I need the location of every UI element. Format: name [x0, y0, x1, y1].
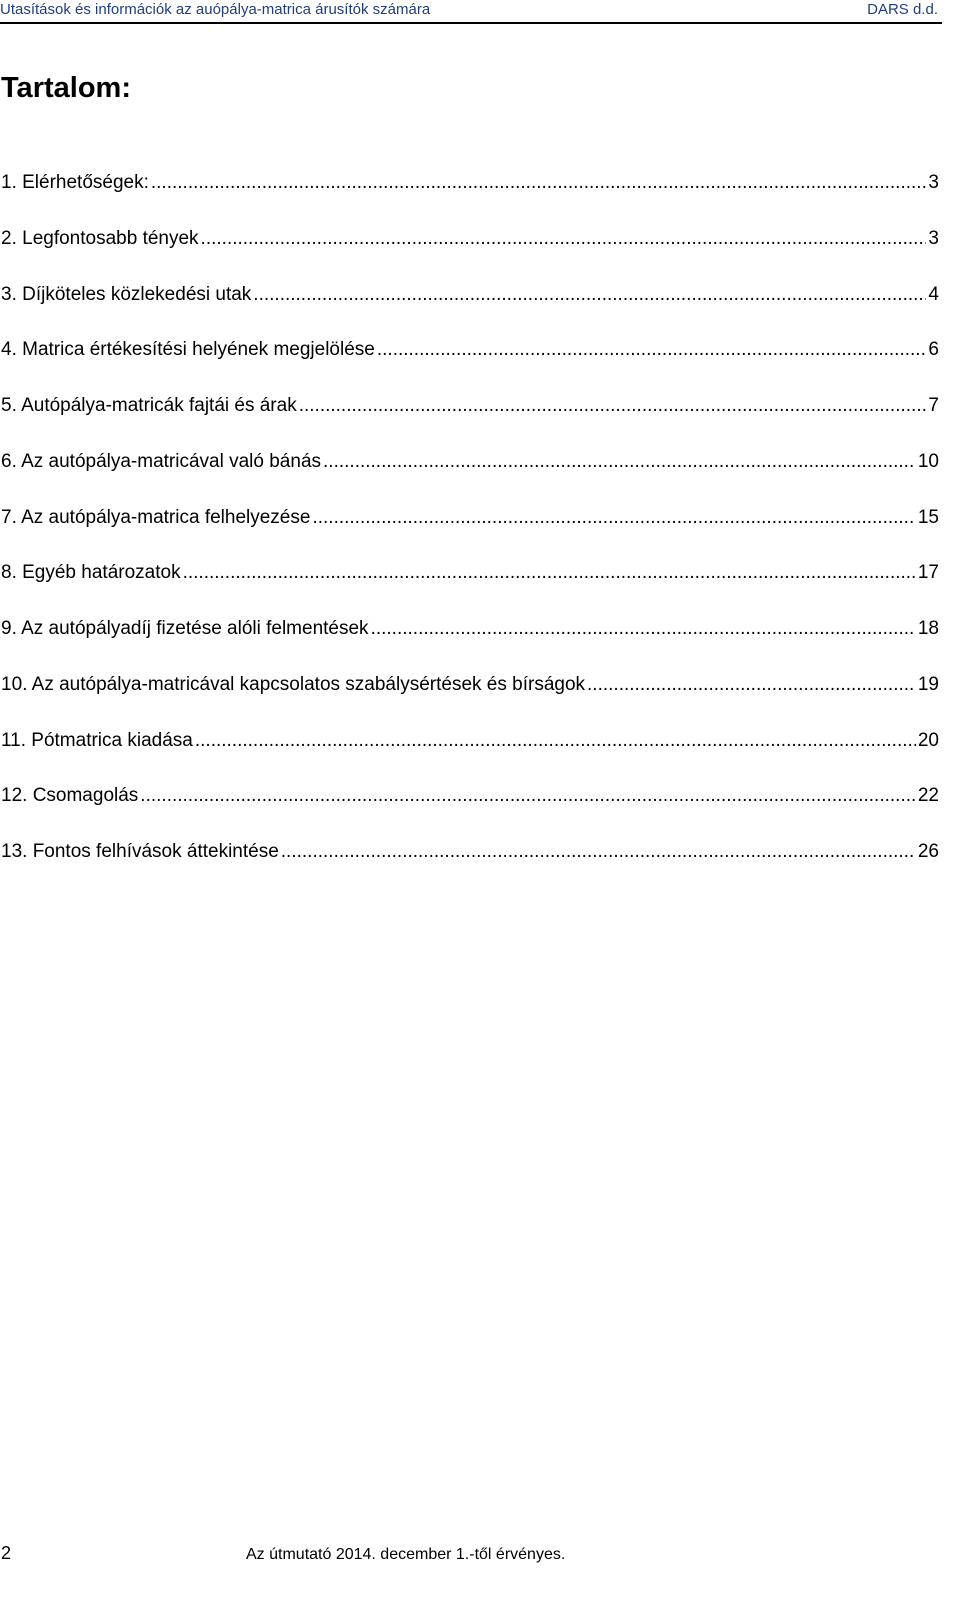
toc-entry-page: 17	[917, 562, 939, 584]
toc-entry[interactable]	[1, 841, 939, 897]
toc-dot-leader	[201, 228, 927, 250]
toc-entry[interactable]	[1, 451, 939, 507]
toc-dot-leader	[587, 674, 916, 696]
page-number: 2	[1, 1543, 12, 1563]
toc-entry-page: 22	[917, 785, 939, 807]
toc-entry-title: 1. Elérhetőségek:	[1, 172, 149, 193]
toc-entry-page: 26	[917, 841, 939, 862]
toc-entry-page: 20	[917, 729, 939, 751]
toc-entry-title: 5. Autópálya-matricák fajtái és árak	[1, 395, 297, 416]
toc-entry-page: 7	[928, 395, 939, 416]
toc-entry[interactable]	[1, 562, 939, 618]
toc-dot-leader	[151, 172, 927, 194]
toc-entry[interactable]	[1, 674, 939, 730]
toc-entry-page: 3	[928, 227, 939, 249]
toc-entry-title: 3. Díjköteles közlekedési utak	[1, 283, 252, 305]
running-header	[0, 0, 942, 22]
toc-entry[interactable]	[1, 339, 939, 395]
toc-entry-title: 6. Az autópálya-matricával való bánás	[1, 450, 322, 472]
toc-entry[interactable]	[1, 618, 939, 674]
toc-entry-page: 3	[928, 172, 939, 193]
toc-entry-title: 8. Egyéb határozatok	[1, 562, 181, 584]
toc-entry-title: 2. Legfontosabb tények	[1, 227, 199, 249]
company-name: DARS d.d.	[867, 1, 938, 18]
toc-entry-title: 10. Az autópálya-matricával kapcsolatos szabálysértések és bírságok	[1, 673, 586, 695]
document-title: Utasítások és információk az auópálya-matrica árusítók számára	[0, 1, 431, 18]
toc-entry[interactable]	[1, 228, 939, 284]
toc-dot-leader	[183, 562, 916, 584]
toc-entry-title: 12. Csomagolás	[1, 785, 139, 807]
toc-entry-title: 7. Az autópálya-matrica felhelyezése	[1, 506, 311, 528]
toc-dot-leader	[371, 618, 916, 640]
validity-note: Az útmutató 2014. december 1.-től érvényes.	[246, 1546, 566, 1563]
toc-entry[interactable]	[1, 507, 939, 563]
header-divider	[0, 22, 942, 24]
toc-entry-title: 11. Pótmatrica kiadása	[1, 729, 193, 751]
toc-entry-title: 9. Az autópályadíj fizetése alóli felmentések	[1, 618, 369, 639]
toc-dot-leader	[195, 730, 916, 752]
toc-dot-leader	[281, 841, 916, 863]
toc-entry-title: 4. Matrica értékesítési helyének megjelölése	[1, 339, 375, 361]
toc-entry[interactable]	[1, 284, 939, 340]
toc-entry-page: 4	[928, 283, 939, 305]
toc-dot-leader	[140, 785, 916, 807]
toc-entry[interactable]	[1, 730, 939, 786]
toc-dot-leader	[299, 395, 927, 417]
toc-entry-page: 19	[917, 673, 939, 695]
toc-dot-leader	[253, 284, 926, 306]
toc-dot-leader	[323, 451, 916, 473]
toc-entry[interactable]	[1, 395, 939, 451]
toc-heading: Tartalom:	[1, 72, 131, 104]
toc-entry-page: 18	[917, 618, 939, 639]
table-of-contents	[1, 172, 939, 897]
toc-entry[interactable]	[1, 785, 939, 841]
toc-dot-leader	[312, 507, 915, 529]
toc-entry-title: 13. Fontos felhívások áttekintése	[1, 841, 279, 862]
toc-entry-page: 10	[917, 450, 939, 472]
toc-entry-page: 6	[928, 339, 939, 361]
toc-entry[interactable]	[1, 172, 939, 228]
toc-dot-leader	[377, 339, 927, 361]
toc-entry-page: 15	[917, 506, 939, 528]
